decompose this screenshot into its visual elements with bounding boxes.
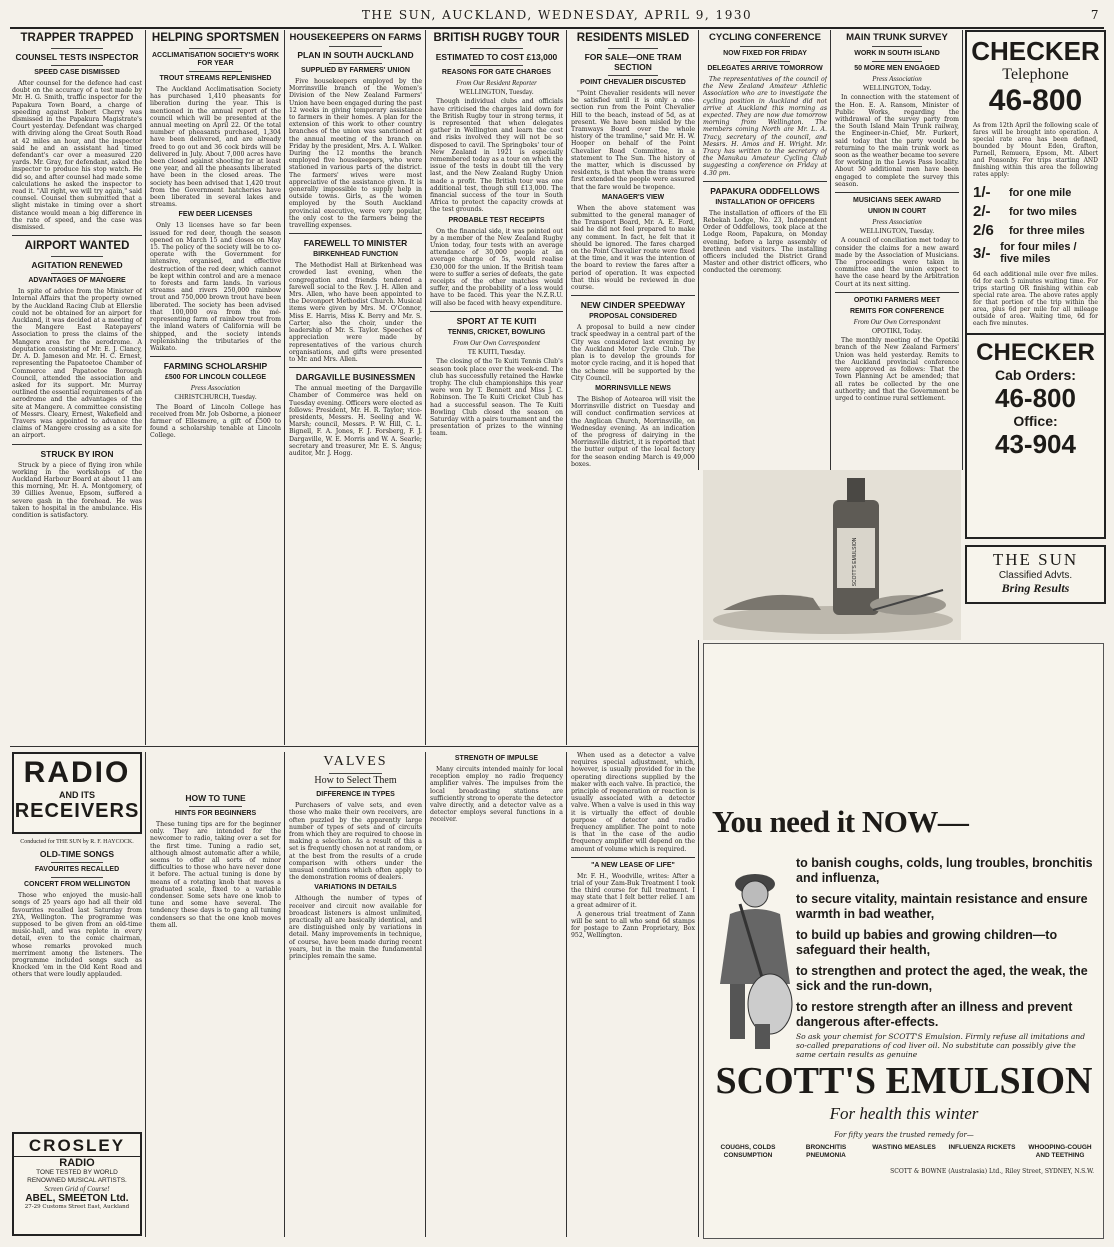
benefit-line: to build up babies and growing children—to safeguard their health, (796, 928, 1058, 957)
column-rule (425, 752, 426, 1237)
column-rule (830, 30, 831, 470)
fare-distance: for two miles (1009, 205, 1077, 218)
checker-phone-label: Telephone (1002, 66, 1069, 83)
subheadline: COUNSEL TESTS INSPECTOR (15, 52, 139, 62)
bottle-illustration (703, 470, 961, 640)
radio-title: RADIO (23, 756, 131, 789)
headline: VALVES (323, 754, 388, 769)
subheadline: ESTIMATED TO COST £13,000 (435, 52, 558, 62)
headline: STRUCK BY IRON (40, 448, 114, 459)
remedy-item: COUGHS, COLDS CONSUMPTION (720, 1144, 776, 1159)
headline: OPOTIKI FARMERS MEET (853, 296, 941, 304)
remedy-item: BRONCHITIS PNEUMONIA (805, 1144, 847, 1159)
headline: SPORT AT TE KUITI (456, 315, 537, 326)
radio-section (12, 752, 142, 1237)
column-rule (284, 752, 285, 1237)
column-5 (571, 30, 695, 744)
checker-terms-2: 6d each additional mile over five miles. 6d for each 5 minutes waiting time. For trips starting OR finishing within cab special rate area. The above rates apply for that portion of the trip within the area, plus 6d per mile for all mileage outside of area. Waiting time, 6d for each five minutes. (973, 271, 1098, 327)
subheadline: AGITATION RENEWED (31, 260, 123, 271)
checker-title: CHECKER (971, 36, 1100, 66)
abel-smeeton: ABEL, SMEETON Ltd. (25, 1193, 129, 1204)
crosley-radio: RADIO (59, 1157, 95, 1169)
article-body: Five housekeepers employed by the Morrinsville branch of the Women's Division of the New Zealand Farmers' Union have been engaged during the past 12 weeks in giving temporary assistance to farmers in their homes. A plan for the extension of this work to other country branches of the union was sanctioned at the annual meeting of the branch on Friday by the president, Mrs. A. I. Walker. During the 12 months the branch employed five housekeepers, who were stationed in various parts of the district. The farmers' wives were most appreciative of the assistance given. It is generally impossible to supply help in outside towns. Girls, as the women employed by the South Auckland provincial executive, were very popular, the only cost to the farmers being the travelling expenses. (289, 78, 422, 230)
article-body: Purchasers of valve sets, and even those who make their own receivers, are often puzzled by the apparently large number of types of sets and of circuits from which they are required to choose in making a selection. As a result of this a set is frequently chosen not at random, or at the best from the results of a crude comparison with others under the unusual conditions which often apply to the demonstration rooms of dealers. (289, 802, 422, 882)
article-body: The monthly meeting of the Opotiki branch of the New Zealand Farmers' Union was held yesterday. Remits to the Auckland provincial conference were approved as follows: That the Town Planning Act be amended; that all rates be collected by the one authority; and that the Government be urged to continue rural settlement. (835, 337, 959, 402)
crosley-tone: TONE TESTED BY WORLD RENOWNED MUSICAL ARTISTS. (27, 1169, 127, 1184)
fare-distance: for one mile (1009, 186, 1072, 199)
deck: TROUT STREAMS REPLENISHED (159, 75, 272, 82)
deck: DIFFERENCE IN TYPES (316, 791, 395, 799)
fare-amount: 2/6 (973, 222, 994, 239)
deck: INSTALLATION OF OFFICERS (715, 198, 815, 206)
deck: HINTS FOR BEGINNERS (174, 810, 257, 817)
how-to-tune-column (150, 790, 281, 1237)
article-body: The Bishop of Aotearoa will visit the Morrinsville district on Tuesday and will conduct confirmation services at the Anglican Church, Morrinsville, on Wednesday evening. As an indication of the progress of dairying in the Morrinsville district, it is reported that the butter output of the local factory for the season ending March is 49,000 boxes. (571, 395, 695, 468)
headline: BRITISH RUGBY TOUR (433, 32, 560, 44)
headline: PAPAKURA ODDFELLOWS (710, 185, 820, 196)
deck: UNION IN COURT (867, 208, 927, 216)
fare-row (973, 222, 1098, 239)
article-body: Those who enjoyed the music-hall songs of 25 years ago had all their old favourites recalled last Saturday from 2YA, Wellington. The programme was supposed to be given from an old-time music-hall, and was replete in every detail, even to the comic chairman, whose remarks provoked much merriment among the listeners. The programme included songs such as Knocked 'em in the Old Kent Road and others that were loudly applauded. (12, 892, 142, 979)
crosley-brand: CROSLEY (14, 1136, 140, 1157)
column-rule (962, 30, 963, 470)
column-3 (289, 30, 422, 744)
deck: SPEED CASE DISMISSED (34, 69, 120, 76)
benefit-line: to banish coughs, colds, lung troubles, bronchitis and influenza, (796, 856, 1093, 885)
benefit-line: to restore strength after an illness and prevent dangerous after-effects. (796, 1000, 1073, 1029)
remedy-item: WHOOPING-COUGH AND TEETHING (1028, 1144, 1092, 1159)
crosshead: MORRINSVILLE NEWS (595, 384, 671, 392)
byline: From Our Own Correspondent (453, 338, 540, 347)
section-rule (10, 746, 698, 747)
fare-row (973, 241, 1098, 265)
subheadline: PLAN IN SOUTH AUCKLAND (297, 50, 414, 60)
abel-address: 27-29 Customs Street East, Auckland (24, 1204, 130, 1210)
crosshead: VARIATIONS IN DETAILS (314, 884, 397, 892)
radio-and-its: AND ITS (59, 790, 95, 800)
column-4 (430, 30, 563, 744)
sun-tag: Bring Results (1001, 581, 1070, 595)
headline: FARMING SCHOLARSHIP (163, 361, 268, 372)
benefit-line: to strengthen and protect the aged, the weak, the sick and the run-down, (796, 964, 1088, 993)
fare-amount: 3/- (973, 244, 991, 262)
article-body: Mr. F. H., Woodville, writes: After a trial of your Zam-Buk Treatment I took the third course for full treatment. I may state that I felt better relief. I am a great admirer of it. (571, 872, 695, 909)
emulsion-bottle-icon (703, 470, 961, 640)
dateline: WELLINGTON, Tuesday. (859, 227, 935, 236)
article-body: The installation of officers of the Eli Rebekah Lodge, No. 23, Independent Order of Oddfellows, took place at the Lodge Room, Papakura, on Monday evening, before a large assembly of brethren and visitors. The installing officers included the District Grand Master and other district officers, who conducted the ceremony. (703, 209, 827, 275)
subheadline: FOR SALE—ONE TRAM SECTION (584, 52, 682, 72)
article-body: "Point Chevalier residents will never be satisfied until it is only a one-section run from the Point Chevalier Hill to the beach, instead of 5d, as at present. We have been misled by the Tramways Board over the whole history of the tramline," said Mr. H. W. Hooper on behalf of the Point Chevalier Road Committee, in a statement to The Sun. The history of the matter, which is discussed by residents, is that when the trams were first extended the people were assured that the fare would be twopence. (571, 90, 695, 191)
scotts-emulsion-ad (703, 643, 1104, 1239)
crosley-ad (12, 1132, 142, 1236)
right-column (571, 752, 695, 1237)
benefit-list (796, 856, 1096, 1036)
scotts-maker: SCOTT & BOWNE (Australasia) Ltd., Riley Street, SYDNEY, N.S.W. (890, 1168, 1094, 1175)
article-body: Struck by a piece of flying iron while working in the workshops of the Auckland Harbour Board at about 11 am this morning, Mr. H. A. Montgomery, of 39 Gillies Avenue, Epsom, suffered a severe gash in the forehead. He was taken to hospital in the ambulance. His condition is satisfactory. (12, 461, 142, 519)
headline: HELPING SPORTSMEN (151, 32, 280, 44)
column-rule (566, 752, 567, 1237)
conducted-by: Conducted for THE SUN by R. F. HAYCOCK. (20, 839, 134, 845)
article-body: The Auckland Acclimatisation Society has purchased 1,410 pheasants for liberation during the year. This is mentioned in the annual report of the council which will be presented at the annual meeting on April 22. Of the total number of pheasants purchased, 1,304 have been delivered, and are already freed to go out and 36 cock birds will be delivered in July. About 7,000 acres have been closed against shooting for at least one year, and all the pheasants liberated have been in the closed areas. The society has been advised that 1,420 trout from the Government hatcheries have been liberated in several lakes and streams. (150, 86, 281, 209)
masthead (10, 5, 1104, 29)
deck: REASONS FOR GATE CHARGES (441, 69, 552, 76)
article-body: The Board of Lincoln College has received from Mr. Job Osborne, a pioneer farmer of Ellesmere, a gift of £500 to found a scholarship tenable at Lincoln College. (150, 403, 281, 440)
article-body: The representatives of the council of the New Zealand Amateur Athletic Association who are to investigate the cycling position in Auckland did not arrive at Auckland this morning as expected. They are now due tomorrow morning from Wellington. The members coming North are Mr. L. A. Tracy, secretary of the council, and Messrs. H. Amos and H. Wright. Mr. Tracy has written to the secretary of the Manukau Amateur Cycling Club suggesting a conference on Friday at 4.30 pm. (703, 76, 827, 177)
cab-orders-label: Cab Orders: (995, 367, 1076, 383)
headline: RESIDENTS MISLED (576, 32, 690, 44)
article-body: These tuning tips are for the beginner only. They are intended for the newcomer to radio, taking over a set for the first time. Tuning a radio set, although almost automatic after a while, seems to offer all sorts of minor difficulties to those who have never done it before. The actual tuning is done by means of a rotating knob that moves a graduated scale, fixed to a variable condenser. Some sets have one knob to tune and some have several. The tendency these days is to gang all tuning condensers so that the one knob moves them all. (150, 821, 281, 929)
deck: POINT CHEVALIER DISCUSTED (580, 79, 686, 86)
dateline: CHRISTCHURCH, Tuesday. (174, 393, 257, 402)
remedy-list (710, 1144, 1098, 1160)
dateline: TE KUITI, Tuesday. (467, 348, 526, 357)
deck: 50 MORE MEN ENGAGED (854, 65, 940, 72)
column-rule (284, 30, 285, 745)
headline: NEW CINDER SPEEDWAY (580, 300, 686, 311)
article-body: When used as a detector a valve requires special adjustment, which, however, is usually provided for in the operating directions supplied by the maker with each valve. In practice, the principle of regeneration or reaction is usually associated with a detector valve. When a valve is used in this way it is virtually the effect of double purpose of detector and radio frequency amplifier. The point to note is that in the case of the audio frequency amplifier will depend on the amount of volume which is required. (571, 752, 695, 853)
remedy-item: WASTING MEASLES (872, 1144, 936, 1151)
bottle-label: SCOTT'S EMULSION (852, 537, 858, 587)
fare-table (967, 184, 1104, 265)
valves-continued (430, 752, 563, 1237)
headline: HOW TO TUNE (185, 793, 246, 803)
scotts-tagline: For health this winter (829, 1104, 979, 1123)
article-body: After counsel for the defence had cast doubt on the accuracy of a test made by Mr. H. G. Smith, traffic inspector for the Papakura Town Board, a charge of speeding against Robert Cherry was dismissed in the Papakura Magistrate's Court yesterday. Defendant was charged with driving along the Great South Road at 42 miles an hour, and the inspector said he and an assistant had timed defendant's car over a measured 220 yards. Mr. Gray, for defendant, asked the inspector to produce his stop watch. He did so, and after counsel had made some calculations he asked the inspector to read it. "All right, we will try again," said counsel. Counsel then submitted that a slight mistake in timing over a short distance would mean a big difference in the rate of speed, and the case was dismissed. (12, 80, 142, 232)
remedy-item: INFLUENZA RICKETS (948, 1144, 1016, 1151)
article-body: Although the number of types of receiver and circuit now available for broadcast listeners is almost unlimited, practically all are basically identical, and are distinguished only by variations in detail. Many improvements in technique, of course, have been made during recent years, but in the main the fundamental principles remain the same. (289, 895, 422, 961)
benefit-line: to secure vitality, maintain resistance and ensure warmth in bad weather, (796, 892, 1088, 921)
column-2 (150, 30, 281, 744)
crosshead: PROBABLE TEST RECEIPTS (448, 216, 545, 224)
checker-title-2: CHECKER (976, 339, 1095, 366)
dateline: WELLINGTON, Today. (862, 84, 932, 93)
fare-distance: for four miles / five miles (1000, 241, 1077, 265)
headline: HOUSEKEEPERS ON FARMS (289, 32, 422, 43)
deck: REMITS FOR CONFERENCE (849, 307, 945, 315)
crosshead: FEW DEER LICENSES (178, 211, 253, 219)
article-body: The Methodist Hall at Birkenhead was crowded last evening, when the congregation and friends tendered a farewell social to the Rev. J. H. Allen and Mrs. Allen, who have been appointed to the Devonport Methodist Church. Musical items were given by Mrs. M. O'Connor, Miss E. Harris, Miss K. Berry and Mr. S. Carter, also the choir, under the leadership of Mr. S. Taylor. Speeches of appreciation were made by representatives of the various church organisations, and gifts were presented to Mr. and Mrs. Allen. (289, 262, 422, 363)
crosshead: MANAGER'S VIEW (601, 193, 665, 201)
headline: CYCLING CONFERENCE (709, 32, 821, 43)
checker-phone: 46-800 (988, 84, 1083, 117)
deck: ADVANTAGES OF MANGERE (28, 277, 126, 285)
office-phone: 43-904 (995, 429, 1076, 459)
deck: DELEGATES ARRIVE TOMORROW (707, 65, 823, 72)
subheadline: NOW FIXED FOR FRIDAY (723, 50, 807, 57)
article-body: When the above statement was submitted to the general manager of the Transport Board, Mr. A. E. Ford, said he did not feel prepared to make any comment. In fact, he felt that it should be ignored. The fares charged on the Point Chevalier route were fixed at the time, and it was the intention of the board to review the fares after a period of operation. It was expected that this would be reviewed in due course. (571, 204, 695, 292)
article-body: In connection with the statement of the Hon. E. A. Ransom, Minister of Public Works, regarding the withdrawal of the survey party from the South Island Main Trunk railway, the Engineer-in-Chief, Mr. Furkert, said today that the party would be returning to the main trunk work as soon as the weather became too severe for working in the Lewis Pass locality. About 50 additional men have been engaged to complete the survey this season. (835, 94, 959, 188)
byline: Press Association (872, 75, 922, 83)
headline: "A NEW LEASE OF LIFE" (591, 861, 675, 869)
column-rule (145, 752, 146, 1237)
sun-sub: Classified Advts. (998, 570, 1073, 581)
crosley-screen: Screen Grid of Course! (44, 1185, 110, 1193)
article-body: A council of conciliation met today to consider the claims for a new award made by the Association of Musicians. The proceedings were taken in committee and the union expect to have the case heard by the Arbitration Court at its next sitting. (835, 237, 959, 288)
fare-amount: 2/- (973, 203, 991, 220)
deck: £500 FOR LINCOLN COLLEGE (164, 374, 267, 382)
byline: From Our Own Correspondent (853, 317, 941, 326)
article-body: On the financial side, it was pointed out by a member of the New Zealand Rugby Union today, four tests with an average attendance of 30,000 people at an average charge of 5s, would realise £30,000 for the union. If the British team were to suffer a series of defeats, the gate receipts of the other matches would suffer, and the probability of a loss would have to be faced. This year the N.Z.R.U. will also be faced with heavy expenditure. (430, 227, 563, 307)
article-body: Though individual clubs and officials have criticised the charges laid down for the British Rugby tour in strong terms, it is represented that when delegates gather in Wellington and learn the cost and risks involved they will not be so disposed to cavil. The Springboks' tour of New Zealand in 1921 is especially remembered today as a tour on which the issue of the tests in doubt till the very last, and the New Zealand Rugby Union made a profit. The British tour was one additional test, though still £13,000. The financial success of the tour in South Africa to protect the capacity crowds at the test grounds. (430, 98, 563, 214)
checker-ad (965, 30, 1106, 539)
page-number: 7 (1090, 8, 1100, 22)
sun-classified-ad (965, 545, 1106, 604)
checker-terms: As from 12th April the following scale of fares will be brought into operation. A special rate area has been defined, bounded by Mount Eden, Grafton, Parnell, Remuera, Epsom, Mt. Albert and Ponsonby. For trips starting AND finishing within this area the following rates apply: (973, 122, 1098, 178)
headline: FAREWELL TO MINISTER (303, 238, 408, 249)
column-rule (425, 30, 426, 745)
crosshead: STRENGTH OF IMPULSE (454, 755, 539, 762)
sun-title: THE SUN (992, 550, 1079, 569)
scotts-headline: You need it NOW— (712, 804, 969, 839)
headline: MUSICIANS SEEK AWARD (852, 197, 942, 205)
deck: BIRKENHEAD FUNCTION (313, 251, 398, 259)
column-rule (698, 30, 699, 470)
byline: Press Association (872, 218, 922, 227)
article-body: The annual meeting of the Dargaville Chamber of Commerce was held on Tuesday evening. Officers were elected as follows: President, Mr. H. R. Taylor; vice-presidents, Messrs. H. Seeling and W. Marsh; council, Messrs. P. W. Hill, C. L. Bignell, F. A. Jones, F. J. Forsberg, F. J. Dargaville, W. E. Morris and W. A. Searle; secretary and treasurer, Mr. E. S. Angus; auditor, Mr. J. Hogg. (289, 385, 422, 457)
article-body: A generous trial treatment of Zann will be sent to all who send 6d stamps for postage to Zann Proprietary, Box 952, Wellington. (571, 910, 695, 940)
deck: TENNIS, CRICKET, BOWLING (447, 328, 546, 336)
article-body: Only 13 licenses have so far been issued for red deer, though the season opened on March 15 and closes on May 15. The policy of the society will be to co-operate with the Government for intensive, organised, and effective destruction of the red deer, which cannot be kept within control and are a menace to forests and farm lands. In various streams and rivers 250,000 rainbow trout and 750,000 brown trout have been liberated. The society has been advised that 100,000 ova from the mé-representing farm of rainbow trout from the inland waters of California will be shipped, and the society intends replenishing the tributaries of the Waikato. (150, 222, 281, 352)
subheadline: How to Select Them (314, 775, 397, 786)
column-7 (835, 30, 959, 468)
scotts-note: So ask your chemist for SCOTT'S Emulsion. Firmly refuse all imitations and so-called preparations of cod liver oil. No substitute can possibly give the same certain results as genuine (796, 1032, 1086, 1059)
fare-distance: for three miles (1009, 224, 1085, 237)
column-rule (566, 30, 567, 745)
column-rule (145, 30, 146, 745)
headline: TRAPPER TRAPPED (20, 32, 134, 44)
article-body: Many circuits intended mainly for local reception employ no radio frequency amplifier valves. The impulses from the local broadcasting stations are sufficiently strong to operate the detector valve directly, and a detector valve as a detector employs several functions in a receiver. (430, 766, 563, 824)
column-rule (698, 640, 699, 1237)
dateline: OPOTIKI, Today. (871, 327, 923, 336)
column-6 (703, 30, 827, 468)
deck: SUPPLIED BY FARMERS' UNION (301, 67, 410, 74)
fisherman-icon (710, 854, 800, 1054)
deck: PROPOSAL CONSIDERED (589, 313, 677, 321)
headline: MAIN TRUNK SURVEY (846, 32, 948, 43)
subheadline: FAVOURITES RECALLED (34, 866, 120, 874)
headline: AIRPORT WANTED (24, 240, 130, 253)
headline: DARGAVILLE BUSINESSMEN (295, 372, 416, 383)
article-body: In spite of advice from the Minister of Internal Affairs that the property owned by the Auckland Racing Club at Ellerslie could not be obtained for an airport for Auckland, it was decided at a meeting of the Mangere East Ratepayers' Association to press the claims of the Mangere area for the aerodrome. A deputation consisting of Mr. E. J. Clancy, Dr. A. D. Jameson and Mr. H. C. Ernest, representing the Papatoetoe Chamber of Commerce and Papatoetoe Borough Council, attended the association and asked for its support. Mr. Murray outlined the essential requirements of an aerodrome and the advantages of the site at Mangere. A committee consisting of Messrs. Cleary, Ernest, Wakefield and Travers was appointed to advance the claims of Mangere crossing as a site for an airport. (12, 288, 142, 440)
masthead-title: THE SUN, AUCKLAND, WEDNESDAY, APRIL 9, 1930 (361, 8, 753, 22)
cab-phone: 46-800 (995, 383, 1076, 413)
scotts-brand: SCOTT'S EMULSION (715, 1060, 1093, 1102)
valves-column (289, 752, 422, 1237)
headline: OLD-TIME SONGS (39, 849, 115, 860)
dateline: WELLINGTON, Tuesday. (459, 88, 534, 97)
column-1 (12, 30, 142, 744)
fare-row (973, 203, 1098, 220)
article-body: A proposal to build a new cinder track speedway in a central part of the City was considered last evening by the Auckland Motor Cycle Club. The plan is to develop the grounds for motor cycle racing, and it is hoped that the scheme will be supported by the City Council. (571, 324, 695, 382)
office-label: Office: (1013, 413, 1058, 429)
fare-row (973, 184, 1098, 201)
subheadline: WORK IN SOUTH ISLAND (854, 50, 940, 57)
scotts-trust: For fifty years the trusted remedy for— (834, 1131, 974, 1139)
radio-banner (12, 752, 142, 834)
radio-receivers: RECEIVERS (14, 800, 140, 822)
article-body: The closing of the Te Kuiti Tennis Club's season took place over the week-end. The club has successfully retained the Hawke trophy. The club championships this year were won by T. Bennett and Miss J. C. Robinson. The Te Kuiti Cricket Club has had a successful season. The Te Kuiti Bowling Club closed the season on Saturday with a pairs tournament and the presentation of prizes to the winning team. (430, 358, 563, 438)
fare-amount: 1/- (973, 184, 991, 201)
subheadline: ACCLIMATISATION SOCIETY'S WORK FOR YEAR (151, 52, 279, 67)
deck: CONCERT FROM WELLINGTON (23, 881, 131, 889)
byline: From Our Resident Reporter (456, 79, 537, 87)
byline: Press Association (190, 384, 241, 393)
